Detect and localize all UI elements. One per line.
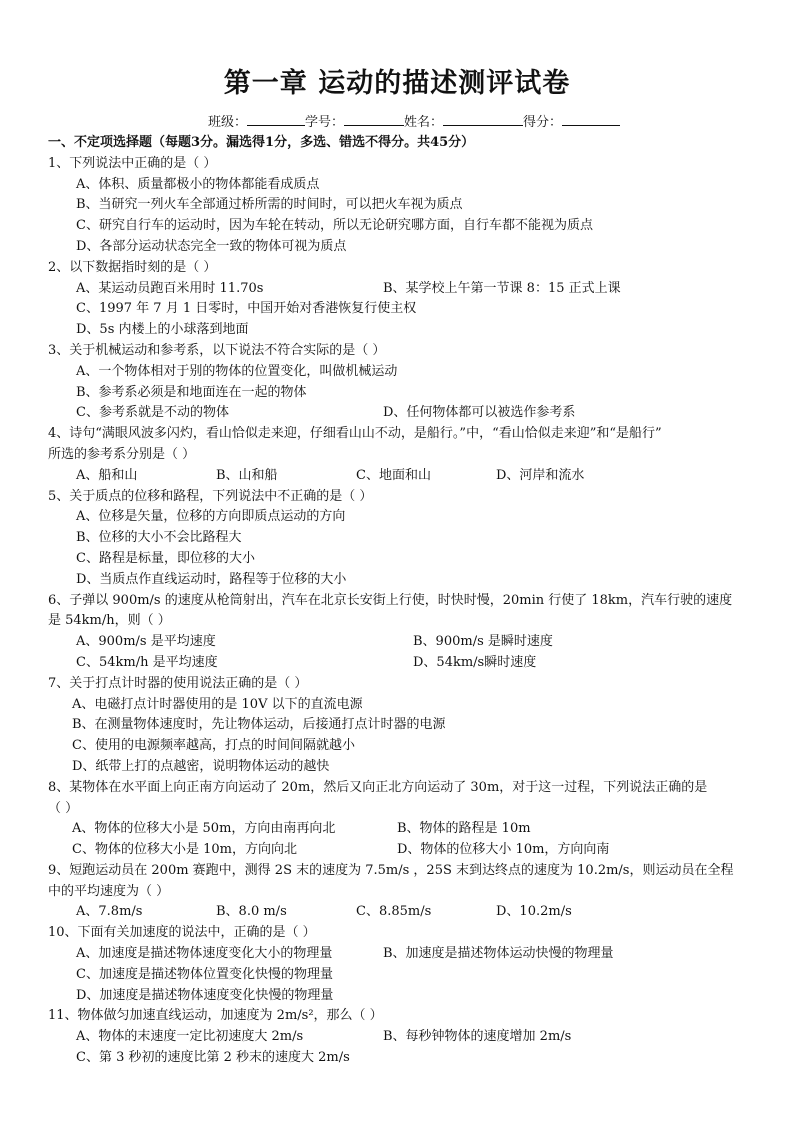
option-row — [48, 632, 748, 653]
option-b: B、8.0 m/s — [216, 904, 287, 920]
option-c: C、第 3 秒初的速度比第 2 秒末的速度大 2m/s — [76, 1050, 350, 1066]
option-d: D、5s 内楼上的小球落到地面 — [76, 322, 249, 338]
option-c: C、加速度是描述物体位置变化快慢的物理量 — [76, 966, 333, 982]
option-a: A、电磁打点计时器使用的是 10V 以下的直流电源 — [72, 696, 363, 712]
option-b: B、在测量物体速度时，先让物体运动，后接通打点计时器的电源 — [72, 717, 446, 733]
option-d: D、纸带上打的点越密，说明物体运动的越快 — [72, 758, 330, 774]
question-4 — [48, 424, 748, 486]
student-info-line — [208, 112, 620, 132]
option-row — [48, 840, 748, 861]
question-8 — [48, 778, 748, 861]
question-stem-line-2: 中的平均速度为（ ） — [48, 883, 170, 899]
option-b: B、900m/s 是瞬时速度 — [413, 634, 553, 650]
option-b: B、山和船 — [216, 467, 278, 483]
option-row — [48, 944, 748, 965]
option-row — [48, 466, 748, 487]
option-c: C、参考系就是不动的物体 — [76, 405, 229, 421]
class-label: 班级： — [208, 115, 248, 130]
question-stem-line-2: 所选的参考系分别是（ ） — [48, 446, 196, 462]
option-d: D、物体的位移大小 10m，方向向南 — [397, 842, 610, 858]
name-blank[interactable] — [443, 112, 523, 126]
option-a: A、物体的位移大小是 50m，方向由南再向北 — [72, 821, 336, 837]
option-b: B、每秒钟物体的速度增加 2m/s — [383, 1029, 572, 1045]
option-a: A、某运动员跑百米用时 11.70s — [76, 280, 264, 296]
option-c: C、研究自行车的运动时，因为车轮在转动，所以无论研究哪方面，自行车都不能视为质点 — [76, 218, 593, 234]
option-a: A、900m/s 是平均速度 — [76, 634, 216, 650]
question-7 — [48, 674, 748, 778]
option-b: B、当研究一列火车全部通过桥所需的时间时，可以把火车视为质点 — [76, 197, 463, 213]
option-d: D、10.2m/s — [496, 904, 572, 920]
option-b: B、参考系必须是和地面连在一起的物体 — [76, 384, 307, 400]
option-a: A、船和山 — [76, 467, 138, 483]
option-d: D、河岸和流水 — [496, 467, 585, 483]
question-5 — [48, 487, 748, 591]
option-b: B、某学校上午第一节课 8：15 正式上课 — [383, 280, 621, 296]
option-c: C、物体的位移大小是 10m，方向向北 — [72, 842, 297, 858]
section-heading: 一、不定项选择题（每题3分。漏选得1分，多选、错选不得分。共45分） — [48, 135, 475, 150]
class-blank[interactable] — [247, 112, 305, 126]
option-b: B、加速度是描述物体运动快慢的物理量 — [383, 946, 614, 962]
option-d: D、各部分运动状态完全一致的物体可视为质点 — [76, 238, 347, 254]
question-stem-line-1: 6、子弹以 900m/s 的速度从枪筒射出，汽车在北京长安街上行使，时快时慢，20min 行使了 18km，汽车行驶的速度 — [48, 592, 733, 608]
question-stem: 5、关于质点的位移和路程，下列说法中不正确的是（ ） — [48, 488, 373, 504]
page-title: 第一章 运动的描述测评试卷 — [223, 68, 571, 99]
question-3 — [48, 341, 748, 424]
student-id-blank[interactable] — [344, 112, 404, 126]
option-a: A、物体的末速度一定比初速度大 2m/s — [76, 1029, 304, 1045]
name-label: 姓名： — [404, 115, 444, 130]
option-row — [48, 819, 748, 840]
question-stem: 7、关于打点计时器的使用说法正确的是（ ） — [48, 675, 308, 691]
question-stem: 2、以下数据指时刻的是（ ） — [48, 259, 217, 275]
option-c: C、8.85m/s — [356, 904, 432, 920]
score-blank[interactable] — [562, 112, 620, 126]
question-2 — [48, 258, 748, 341]
option-a: A、体积、质量都极小的物体都能看成质点 — [76, 176, 320, 192]
student-id-label: 学号： — [305, 115, 345, 130]
question-stem: 11、物体做匀加速直线运动，加速度为 2m/s²，那么（ ） — [48, 1008, 383, 1024]
option-row — [48, 279, 748, 300]
option-a: A、一个物体相对于别的物体的位置变化，叫做机械运动 — [76, 363, 398, 379]
option-d: D、54km/s瞬时速度 — [413, 654, 537, 670]
question-10 — [48, 923, 748, 1006]
option-d: D、当质点作直线运动时，路程等于位移的大小 — [76, 571, 347, 587]
question-stem: 10、下面有关加速度的说法中，正确的是（ ） — [48, 925, 316, 941]
option-d: D、任何物体都可以被选作参考系 — [383, 405, 576, 421]
question-stem: 3、关于机械运动和参考系，以下说法不符合实际的是（ ） — [48, 342, 386, 358]
option-row — [48, 902, 748, 923]
option-c: C、使用的电源频率越高，打点的时间间隔就越小 — [72, 738, 355, 754]
option-b: B、位移的大小不会比路程大 — [76, 530, 242, 546]
question-9 — [48, 861, 748, 923]
option-d: D、加速度是描述物体速度变化快慢的物理量 — [76, 987, 334, 1003]
option-a: A、7.8m/s — [76, 904, 143, 920]
option-c: C、路程是标量，即位移的大小 — [76, 550, 255, 566]
question-stem: 1、下列说法中正确的是（ ） — [48, 155, 217, 171]
question-stem-line-1: 9、短跑运动员在 200m 赛跑中，测得 2S 末的速度为 7.5m/s ，25S 末到达终点的速度为 10.2m/s，则运动员在全程 — [48, 862, 734, 878]
question-1 — [48, 154, 748, 258]
option-row — [48, 1027, 748, 1048]
question-stem-line-2: （ ） — [48, 800, 79, 816]
option-a: A、位移是矢量，位移的方向即质点运动的方向 — [76, 509, 346, 525]
score-label: 得分： — [523, 115, 563, 130]
question-stem-line-2: 是 54km/h，则（ ） — [48, 613, 171, 629]
exam-content — [48, 133, 748, 1069]
option-c: C、54km/h 是平均速度 — [76, 654, 218, 670]
question-11 — [48, 1006, 748, 1068]
option-row — [48, 653, 748, 674]
question-stem-line-1: 4、诗句“满眼风波多闪灼，看山恰似走来迎，仔细看山山不动，是船行。”中，“看山恰似走来迎”和“是船行” — [48, 426, 662, 442]
question-6 — [48, 591, 748, 674]
option-c: C、1997 年 7 月 1 日零时，中国开始对香港恢复行使主权 — [76, 301, 417, 317]
option-b: B、物体的路程是 10m — [397, 821, 531, 837]
option-row — [48, 403, 748, 424]
option-a: A、加速度是描述物体速度变化大小的物理量 — [76, 946, 333, 962]
option-c: C、地面和山 — [356, 467, 431, 483]
question-stem-line-1: 8、某物体在水平面上向正南方向运动了 20m，然后又向正北方向运动了 30m，对于这一过程，下列说法正确的是 — [48, 779, 708, 795]
